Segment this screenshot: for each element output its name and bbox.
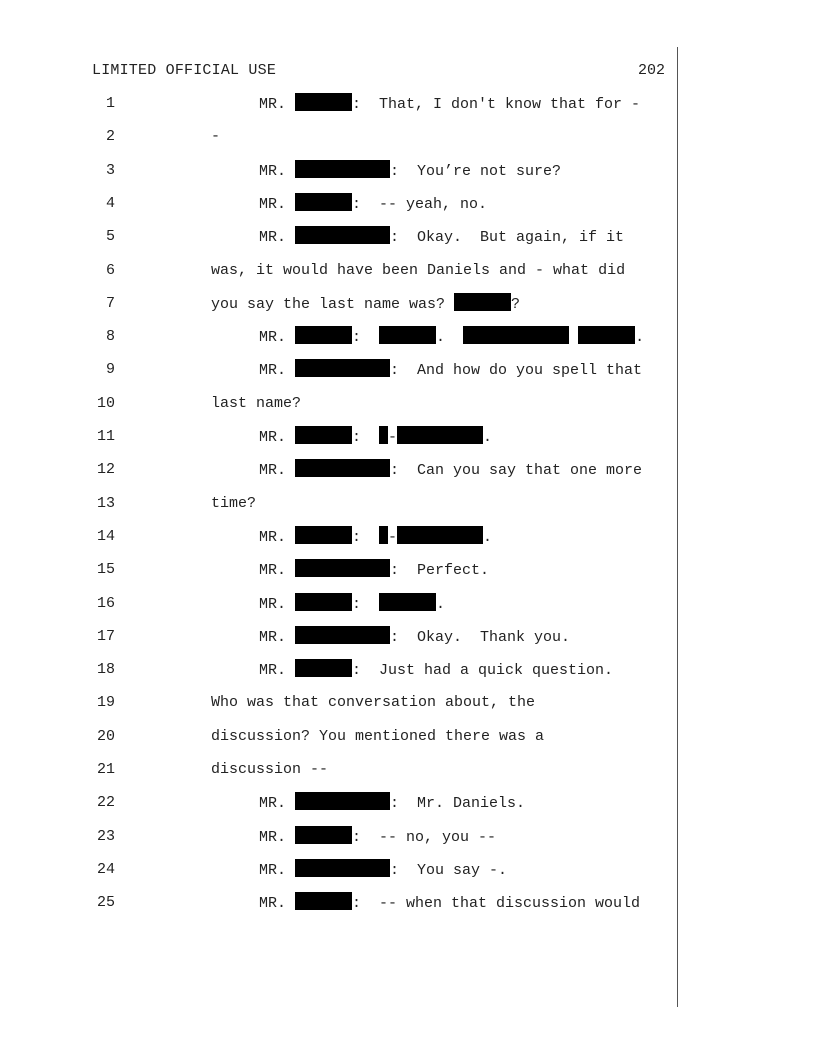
line-number: 23 [96,827,115,845]
transcript-line [0,393,816,415]
text-segment: MR. [259,195,296,213]
line-text [259,626,570,649]
line-number: 4 [105,194,115,212]
line-text [211,759,328,781]
redaction-block [295,226,390,244]
text-segment: : -- no, you -- [352,828,497,846]
text-segment: - [211,128,221,146]
redaction-block [463,326,569,344]
line-text [259,659,613,682]
line-number: 24 [96,860,115,878]
line-number: 1 [105,95,115,112]
transcript-line [0,859,816,881]
line-text [211,493,256,515]
redaction-block [295,426,352,444]
line-number: 10 [96,394,115,412]
transcript-line [0,892,816,914]
line-text [211,726,544,748]
text-segment: MR. [259,162,296,180]
redaction-block [295,459,390,477]
document-header-classification: LIMITED OFFICIAL USE [92,62,277,79]
line-number: 9 [105,361,115,379]
redaction-block [578,326,635,344]
line-text [259,593,445,616]
line-text [259,459,642,482]
text-segment: : And how do you spell that [390,362,643,380]
redaction-block [295,160,390,178]
text-segment: . [436,329,464,347]
transcript-line [0,260,816,282]
text-segment: MR. [259,662,296,680]
text-segment: : [352,528,380,546]
line-text [211,692,535,714]
line-number: 20 [96,727,115,745]
line-text [259,826,496,849]
text-segment: : -- yeah, no. [352,195,488,213]
line-text [259,792,525,815]
redaction-block [295,659,352,677]
line-number: 14 [96,527,115,545]
redaction-block [379,426,388,444]
text-segment: MR. [259,895,296,913]
text-segment: discussion -- [211,761,329,778]
text-segment: MR. [259,429,296,446]
transcript-line [0,426,816,448]
redaction-block [295,526,352,544]
line-text [259,193,487,216]
text-segment: : [352,329,380,347]
line-number: 11 [96,428,115,445]
line-number: 17 [96,627,115,645]
text-segment: was, it would have been Daniels and - what did [211,261,626,279]
transcript-line [0,160,816,182]
transcript-line [0,126,816,148]
text-segment: : You say -. [390,861,508,879]
line-text [259,93,640,116]
text-segment: : [352,429,380,446]
redaction-block [379,326,436,344]
text-segment: MR. [259,595,296,613]
redaction-block [295,326,352,344]
transcript-line [0,359,816,381]
line-text [259,160,561,183]
text-segment: : Perfect. [390,562,490,580]
transcript-line [0,593,816,615]
line-text [259,559,489,582]
text-segment: : Can you say that one more [390,462,643,480]
line-number: 8 [105,328,115,346]
transcript-line [0,626,816,648]
line-number: 15 [96,561,115,579]
text-segment: . [436,595,446,613]
line-number: 19 [96,694,115,712]
line-number: 16 [96,594,115,612]
line-text [259,426,492,449]
transcript-line [0,293,816,315]
text-segment: MR. [259,362,296,380]
transcript-line [0,93,816,115]
transcript-line [0,826,816,848]
redaction-block [295,93,352,111]
text-segment: Who was that conversation about, the [211,694,536,712]
text-segment: : Okay. Thank you. [390,628,571,646]
line-text [259,359,642,382]
line-text [259,326,644,349]
text-segment: . [483,429,493,446]
line-number: 5 [105,228,115,246]
text-segment: last name? [211,394,302,412]
line-number: 6 [105,261,115,279]
redaction-block [295,559,390,577]
text-segment: MR. [259,96,296,113]
redaction-block [295,859,390,877]
line-text [211,393,301,415]
line-text [211,260,625,282]
redaction-block [397,526,483,544]
text-segment: MR. [259,562,296,580]
line-text [211,126,220,148]
text-segment: - [388,429,398,446]
transcript-line [0,493,816,515]
line-number: 18 [96,661,115,679]
line-text [259,526,492,549]
transcript-line [0,326,816,348]
text-segment: : -- when that discussion would [352,895,641,913]
page-number: 202 [638,62,666,79]
text-segment: MR. [259,462,296,480]
line-text [211,293,520,316]
text-segment: . [635,329,645,347]
transcript-line [0,459,816,481]
text-segment: . [483,528,493,546]
text-segment: time? [211,494,257,512]
transcript-line [0,726,816,748]
transcript-line [0,559,816,581]
text-segment: MR. [259,329,296,347]
text-segment: : That, I don't know that for - [352,96,641,113]
line-number: 7 [105,294,115,312]
line-text [259,859,507,882]
text-segment: ? [511,295,521,313]
line-number: 22 [96,794,115,812]
text-segment: MR. [259,861,296,879]
text-segment: : [352,595,380,613]
redaction-block [295,826,352,844]
text-segment: : Just had a quick question. [352,662,614,680]
text-segment: MR. [259,628,296,646]
redaction-block [295,792,390,810]
line-number: 13 [96,494,115,512]
text-segment: discussion? You mentioned there was a [211,727,545,745]
transcript-line [0,759,816,781]
text-segment: MR. [259,795,296,813]
text-segment: - [388,528,398,546]
redaction-block [379,526,388,544]
line-number: 3 [105,161,115,179]
line-text [259,226,624,249]
transcript-line [0,526,816,548]
line-number: 21 [96,761,115,778]
line-number: 2 [105,128,115,146]
text-segment: : You’re not sure? [390,162,562,180]
text-segment: MR. [259,828,296,846]
transcript-line [0,226,816,248]
line-number: 25 [96,894,115,912]
redaction-block [454,293,511,311]
redaction-block [295,359,390,377]
transcript-line [0,193,816,215]
line-number: 12 [96,461,115,479]
redaction-block [295,193,352,211]
transcript-line [0,692,816,714]
text-segment [569,329,578,346]
redaction-block [397,426,483,444]
redaction-block [379,593,436,611]
redaction-block [295,593,352,611]
redaction-block [295,892,352,910]
line-text [259,892,640,915]
transcript-line [0,792,816,814]
redaction-block [295,626,390,644]
text-segment: MR. [259,229,296,247]
text-segment: you say the last name was? [211,295,455,313]
text-segment: MR. [259,528,296,546]
text-segment: : Mr. Daniels. [390,795,526,813]
text-segment: : Okay. But again, if it [390,229,625,247]
transcript-line [0,659,816,681]
